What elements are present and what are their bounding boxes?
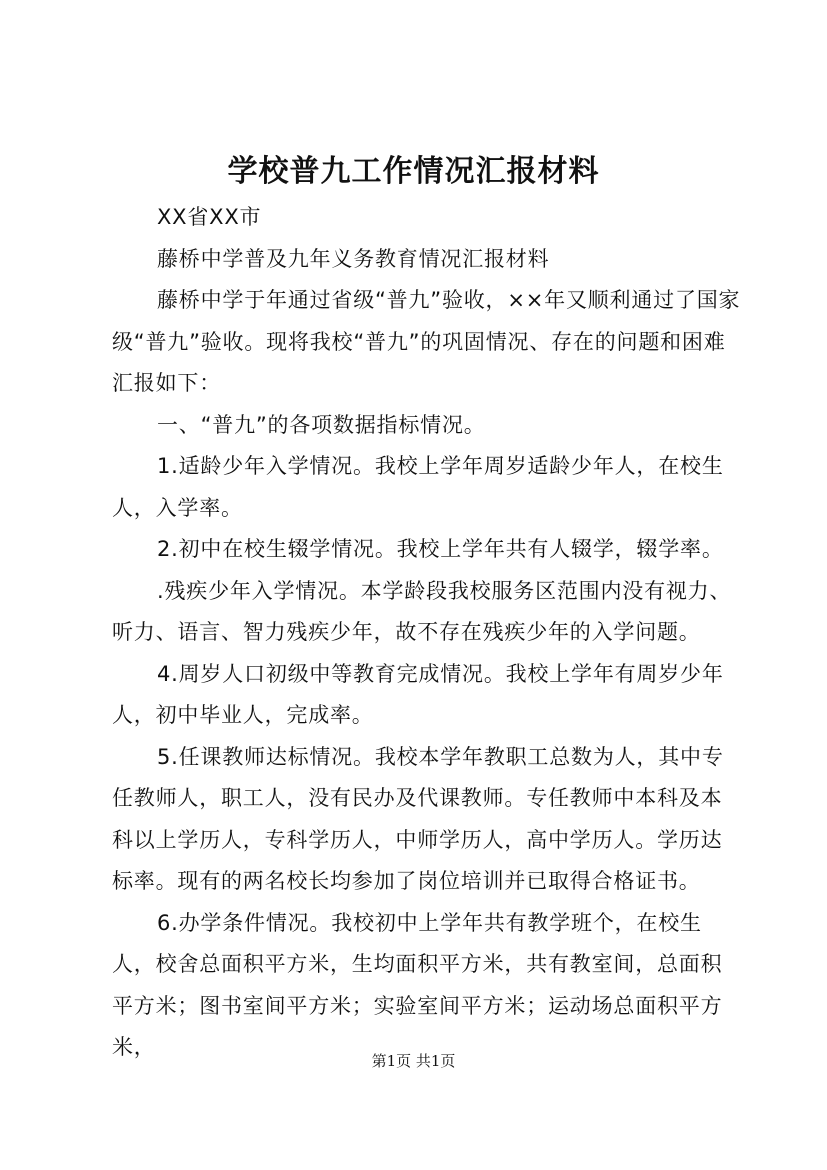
document-body bbox=[112, 197, 744, 1069]
document-title: 学校普九工作情况汇报材料 bbox=[227, 154, 600, 189]
paragraph-item-2: 2.初中在校生辍学情况。我校上学年共有人辍学，辍学率。 bbox=[157, 537, 724, 561]
paragraph-item-6: 6.办学条件情况。我校初中上学年共有教学班个，在校生人，校舍总面积平方米，生均面积平方米，共有教室间，总面积平方米；图书室间平方米；实验室间平方米；运动场总面积平方米， bbox=[112, 910, 723, 1059]
paragraph-item-5: 5.任课教师达标情况。我校本学年教职工总数为人，其中专任教师人，职工人，没有民办及代课教师。专任教师中本科及本科以上学历人，专科学历人，中师学历人，高中学历人。学历达标率。现有的两名校长均参加了岗位培训并已取得合格证书。 bbox=[112, 744, 724, 893]
paragraph-item-4: 4.周岁人口初级中等教育完成情况。我校上学年有周岁少年人，初中毕业人，完成率。 bbox=[112, 661, 724, 727]
paragraph-section-heading: 一、“普九”的各项数据指标情况。 bbox=[157, 412, 486, 437]
paragraph-intro: 藤桥中学于年通过省级“普九”验收，××年又顺利通过了国家级“普九”验收。现将我校“普九”的巩固情况、存在的问题和困难汇报如下： bbox=[112, 288, 741, 395]
paragraph-location: XX省XX市 bbox=[157, 205, 262, 229]
paragraph-item-1: 1.适龄少年入学情况。我校上学年周岁适龄少年人，在校生人，入学率。 bbox=[112, 454, 724, 520]
paragraph-subtitle: 藤桥中学普及九年义务教育情况汇报材料 bbox=[157, 246, 550, 271]
page-footer: 第1页 共1页 bbox=[371, 1052, 456, 1070]
paragraph-item-3: .残疾少年入学情况。本学龄段我校服务区范围内没有视力、听力、语言、智力残疾少年，故不存在残疾少年的入学问题。 bbox=[112, 578, 732, 644]
